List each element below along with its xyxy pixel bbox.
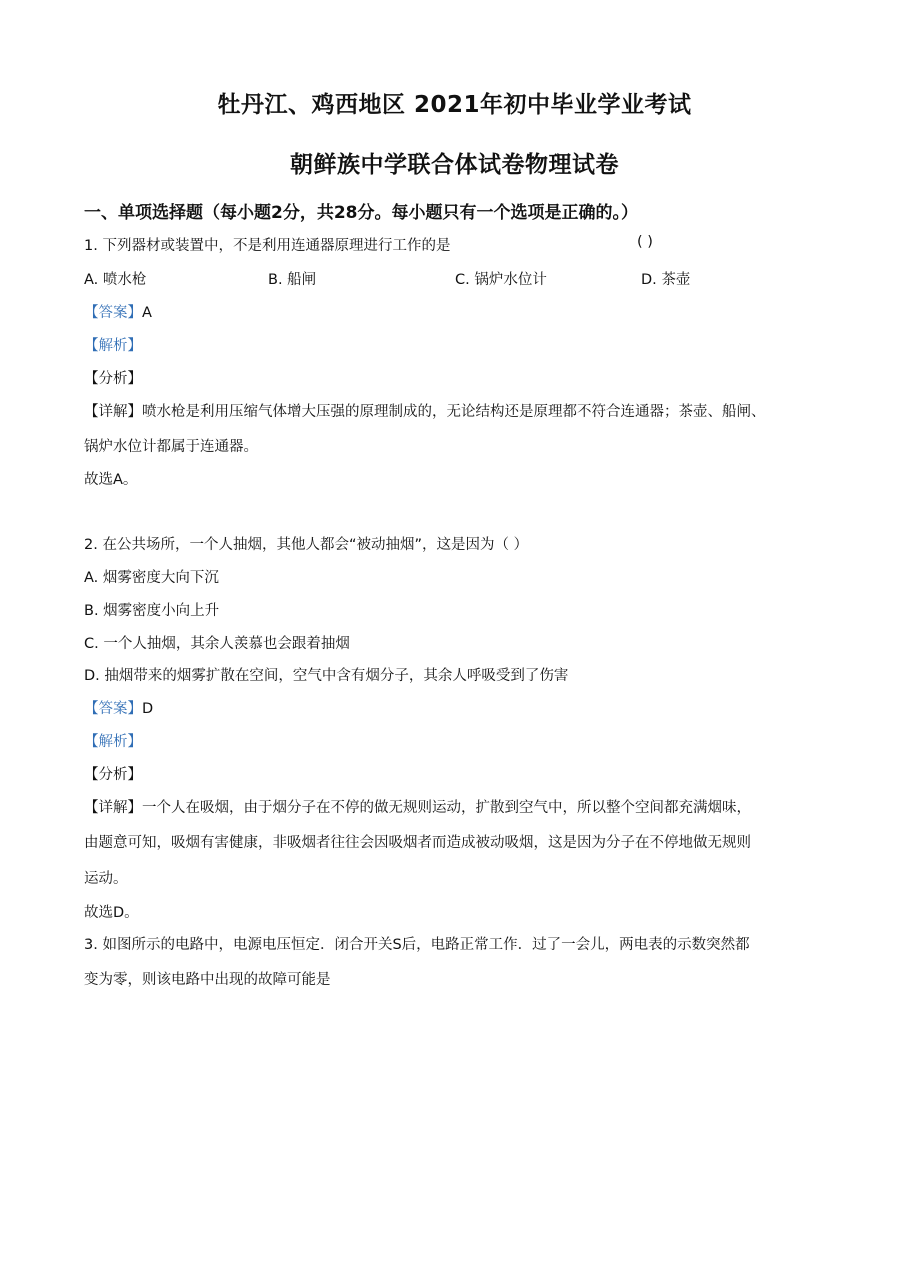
q1-conclusion: 故选A。 — [84, 472, 138, 488]
q1-detail-line-2: 锅炉水位计都属于连通器。 — [84, 439, 258, 455]
detail-text: 喷水枪是利用压缩气体增大压强的原理制成的，无论结构还是原理都不符合连通器；茶壶、船闸、 — [142, 404, 766, 420]
q1-detail-line-1 — [84, 400, 766, 421]
q2-conclusion: 故选D。 — [84, 905, 139, 921]
q3-stem-line-2: 变为零，则该电路中出现的故障可能是 — [84, 972, 331, 988]
q2-option-a: A. 烟雾密度大向下沉 — [84, 570, 219, 586]
q1-option-a: A. 喷水枪 — [84, 272, 147, 288]
answer-tag: 【答案】 — [84, 305, 142, 321]
q2-option-d: D. 抽烟带来的烟雾扩散在空间，空气中含有烟分子，其余人呼吸受到了伤害 — [84, 668, 569, 684]
title-line-2: 朝鲜族中学联合体试卷物理试卷 — [290, 152, 619, 178]
q2-stem: 2. 在公共场所，一个人抽烟，其他人都会“被动抽烟”，这是因为（ ） — [84, 537, 529, 553]
q1-fenxi: 【分析】 — [84, 371, 142, 387]
q2-detail-line-1 — [84, 796, 751, 817]
q3-stem-line-1: 3. 如图所示的电路中，电源电压恒定．闭合开关S后，电路正常工作．过了一会儿，两电表的示数突然都 — [84, 937, 750, 953]
answer-value: A — [142, 305, 152, 321]
q1-option-c: C. 锅炉水位计 — [455, 272, 547, 288]
q1-option-b: B. 船闸 — [268, 272, 317, 288]
q2-fenxi: 【分析】 — [84, 767, 142, 783]
q2-detail-line-2: 由题意可知，吸烟有害健康，非吸烟者往往会因吸烟者而造成被动吸烟，这是因为分子在不停地做无规则 — [84, 835, 751, 851]
section-heading: 一、单项选择题（每小题2分，共28分。每小题只有一个选项是正确的。） — [84, 203, 638, 223]
q2-option-b: B. 烟雾密度小向上升 — [84, 603, 220, 619]
q2-analysis-tag: 【解析】 — [84, 734, 142, 750]
q1-answer — [84, 301, 152, 322]
q2-option-c: C. 一个人抽烟，其余人羡慕也会跟着抽烟 — [84, 636, 350, 652]
q1-stem: 1. 下列器材或装置中，不是利用连通器原理进行工作的是 — [84, 238, 451, 254]
title-line-1: 牡丹江、鸡西地区 2021年初中毕业学业考试 — [217, 92, 692, 118]
detail-tag: 【详解】 — [84, 404, 142, 420]
q2-detail-line-3: 运动。 — [84, 871, 128, 887]
detail-tag: 【详解】 — [84, 800, 142, 816]
detail-text: 一个人在吸烟，由于烟分子在不停的做无规则运动，扩散到空气中，所以整个空间都充满烟味， — [142, 800, 751, 816]
q2-answer — [84, 697, 153, 718]
answer-value: D — [142, 701, 154, 717]
q1-option-d: D. 茶壶 — [641, 272, 691, 288]
q1-analysis-tag: 【解析】 — [84, 338, 142, 354]
q1-answer-blank: ( ) — [637, 234, 653, 250]
answer-tag: 【答案】 — [84, 701, 142, 717]
